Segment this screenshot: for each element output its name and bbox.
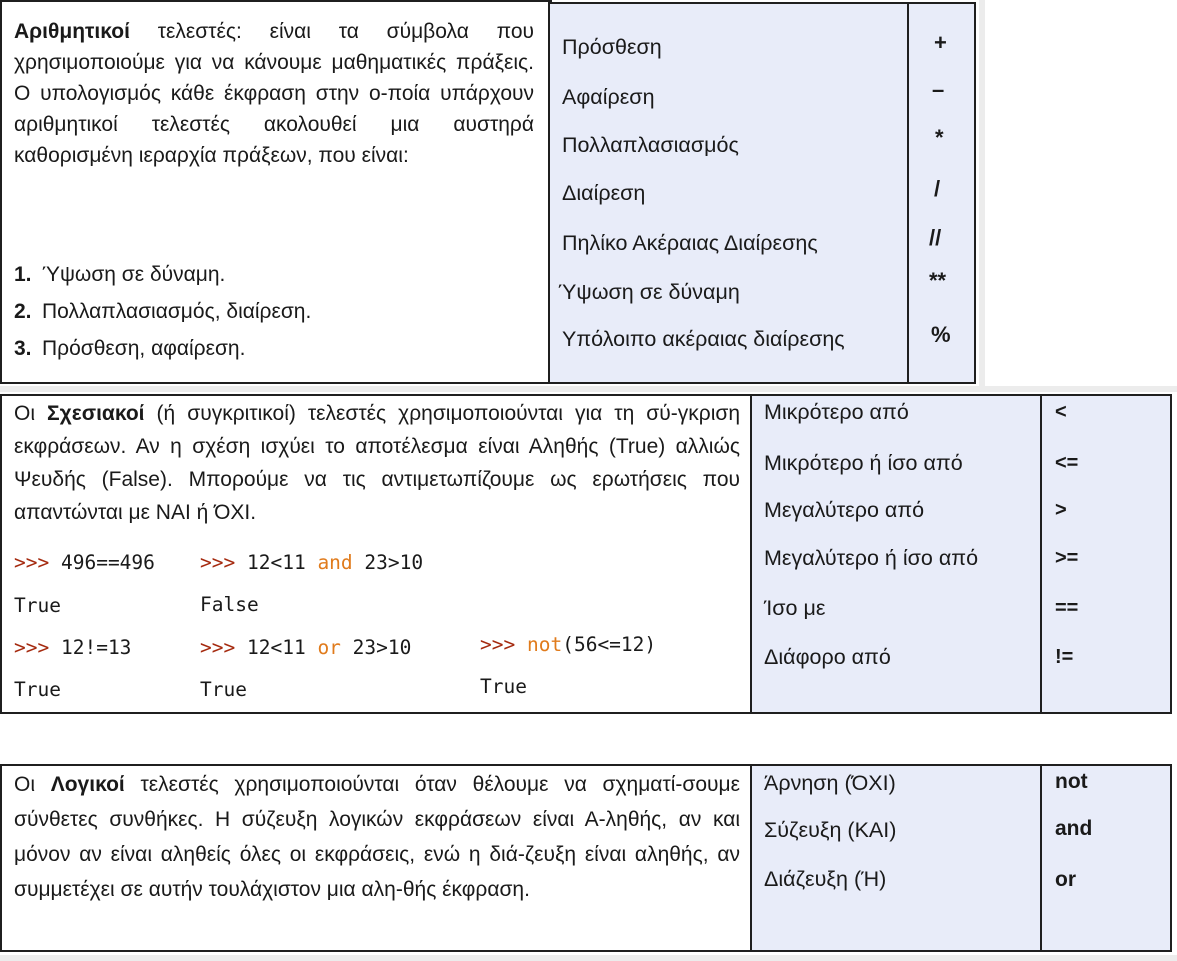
arith-op-multiplication: Πολλαπλασιασμός: [562, 133, 739, 157]
log-op-and: Σύζευξη (ΚΑΙ): [764, 818, 897, 842]
rel-op-eq: Ίσο με: [764, 596, 826, 620]
arith-sym-power: **: [929, 268, 947, 293]
relational-divider-left: [750, 396, 752, 712]
relational-paragraph: Οι Σχεσιακοί (ή συγκριτικοί) τελεστές χρησιμοποιούνται για τη σύ-γκριση εκφράσεων. Αν η σχέση ισχύει το αποτέλεσμα είναι Αληθής (True) αλλιώς Ψευδής (False). Μπορούμε να τις αντιμετωπίζουμε ως ερωτήσεις που απαντώνται με ΝΑΙ ή ΌΧΙ.: [14, 402, 740, 524]
log-sym-not: not: [1055, 770, 1088, 793]
arithmetic-table-divider: [907, 2, 909, 384]
arith-op-addition: Πρόσθεση: [562, 35, 662, 59]
logical-intro: τελεστές χρησιμοποιούνται όταν θέλουμε να σχηματί-σουμε σύνθετες συνθήκες. Η σύζευξη λογικών εκφράσεων είναι Α-ληθής, αν και μόνον αν είναι αληθείς όλες οι εκφράσεις, ενώ η διά-ζευξη είναι αληθής, αν συμμετέχει σε αυτήν τουλάχιστον μια αλη-θής έκφραση.: [14, 773, 740, 901]
arithmetic-right-edge: [979, 0, 985, 386]
logical-divider-left: [750, 766, 752, 950]
arith-op-subtraction: Αφαίρεση: [562, 85, 655, 109]
code-example-1: >>> 496==496: [14, 551, 155, 574]
log-sym-or: or: [1055, 868, 1076, 891]
log-op-or: Διάζευξη (Ή): [764, 867, 887, 891]
relational-intro: (ή συγκριτικοί) τελεστές χρησιμοποιούνται για τη σύ-γκριση εκφράσεων. Αν η σχέση ισχύει το αποτέλεσμα είναι Αληθής (True) αλλιώς Ψευδής (False). Μπορούμε να τις αντιμετωπίζουμε ως ερωτήσεις που απαντώνται με ΝΑΙ ή ΌΧΙ.: [14, 402, 740, 524]
rel-op-lt: Μικρότερο από: [764, 400, 909, 424]
log-op-not: Άρνηση (ΌΧΙ): [764, 771, 896, 795]
rel-op-ge: Μεγαλύτερο ή ίσο από: [764, 546, 979, 570]
list-item: 1. Ύψωση σε δύναμη.: [14, 263, 226, 286]
arith-sym-division: /: [934, 176, 941, 201]
rel-sym-gt: >: [1055, 499, 1067, 521]
code-result-3: True: [14, 678, 61, 701]
arithmetic-paragraph: [14, 16, 534, 171]
arith-op-division: Διαίρεση: [562, 181, 646, 205]
code-result-5: True: [480, 675, 527, 698]
arithmetic-list: [14, 256, 534, 367]
rel-sym-eq: ==: [1055, 597, 1079, 619]
code-result-2: False: [200, 593, 259, 616]
list-item: 3. Πρόσθεση, αφαίρεση.: [14, 337, 246, 360]
code-example-4: >>> 12<11 or 23>10: [200, 636, 412, 659]
rel-op-le: Μικρότερο ή ίσο από: [764, 451, 963, 475]
logical-divider-mid: [1040, 766, 1042, 950]
arith-sym-multiplication: *: [935, 125, 944, 150]
code-example-5: >>> not(56<=12): [480, 633, 657, 656]
arithmetic-intro: τελεστές: είναι τα σύμβολα που χρησιμοποιούμε για να κάνουμε μαθηματικές πράξεις. Ο υπολογισμός κάθε έκφραση στην ο-ποία υπάρχουν αριθμητικοί τελεστές ακολουθεί μια αυστηρά καθορισμένη ιεραρχία πράξεων, που είναι:: [14, 20, 534, 167]
arith-op-modulo: Υπόλοιπο ακέραιας διαίρεσης: [562, 327, 845, 351]
arith-sym-addition: +: [934, 30, 947, 55]
list-item: 2. Πολλαπλασιασμός, διαίρεση.: [14, 300, 312, 323]
rel-op-ne: Διάφορο από: [764, 645, 891, 669]
arith-op-power: Ύψωση σε δύναμη: [558, 280, 740, 304]
logical-title: Λογικοί: [50, 773, 125, 796]
arithmetic-title: Αριθμητικοί: [14, 20, 130, 43]
rel-sym-ne: !=: [1055, 646, 1074, 668]
arith-sym-floor-division: //: [929, 225, 942, 250]
bottom-edge: [0, 955, 1177, 961]
section-separator: [0, 386, 1177, 392]
logical-paragraph: Οι Λογικοί τελεστές χρησιμοποιούνται όταν θέλουμε να σχηματί-σουμε σύνθετες συνθήκες. Η σύζευξη λογικών εκφράσεων είναι Α-ληθής, αν και μόνον αν είναι αληθείς όλες οι εκφράσεις, ενώ η διά-ζευξη είναι αληθής, αν συμμετέχει σε αυτήν τουλάχιστον μια αλη-θής έκφραση.: [14, 773, 740, 901]
rel-sym-lt: <: [1055, 401, 1067, 423]
code-example-2: >>> 12<11 and 23>10: [200, 551, 424, 574]
code-result-4: True: [200, 678, 247, 701]
arith-op-floor-division: Πηλίκο Ακέραιας Διαίρεσης: [562, 231, 818, 255]
arith-sym-modulo: %: [931, 322, 951, 347]
relational-title: Σχεσιακοί: [47, 402, 145, 425]
rel-sym-le: <=: [1055, 452, 1079, 474]
arith-sym-subtraction: –: [932, 77, 945, 102]
rel-op-gt: Μεγαλύτερο από: [764, 498, 925, 522]
code-result-1: True: [14, 594, 61, 617]
log-sym-and: and: [1055, 817, 1093, 840]
rel-sym-ge: >=: [1055, 547, 1079, 569]
relational-divider-mid: [1040, 396, 1042, 712]
code-example-3: >>> 12!=13: [14, 636, 132, 659]
